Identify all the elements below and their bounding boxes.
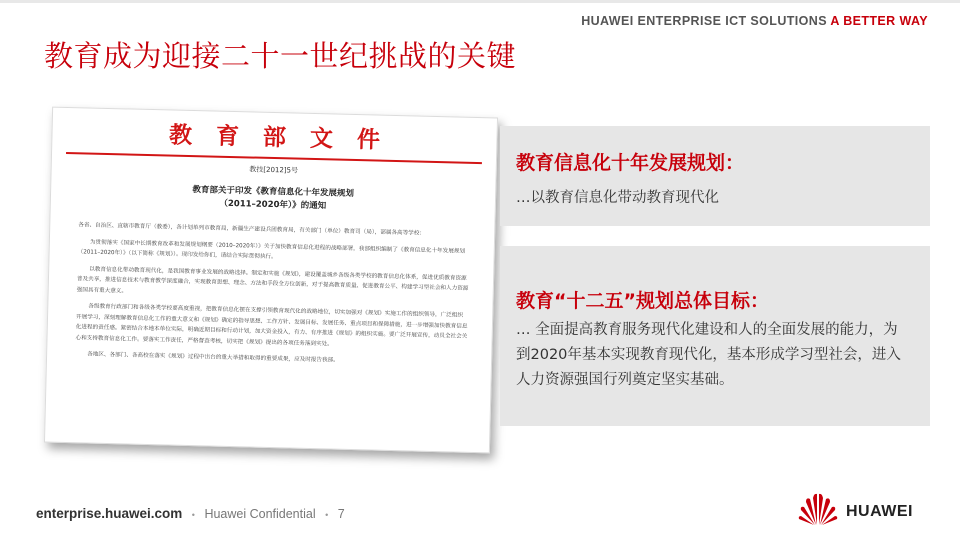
- footer-confidential: Huawei Confidential: [204, 507, 316, 521]
- document-page: [44, 107, 498, 454]
- document-title-line2: （2011–2020年）》的通知: [219, 198, 327, 212]
- page-number: 7: [337, 507, 345, 521]
- footer-separator: •: [325, 510, 329, 520]
- info-panel-plan: [500, 126, 930, 226]
- footer: [36, 506, 345, 521]
- panel-heading: 教育信息化十年发展规划：: [516, 152, 745, 174]
- info-panel-goal: [500, 246, 930, 426]
- document-number: 教技[2012]5号: [249, 165, 299, 175]
- document-paragraph: 各级教育行政部门和各级各类学校要高度重视，把教育信息化摆在支撑引领教育现代化的战略地位，切实加强对《规划》实施工作的组织领导，广泛组织开展学习，深刻理解教育信息化工作的重大意义和《规划》确定的指导思想、工作方针、发展目标、发展任务、重点项目和保障措施，进一步增强加快教育信息化进程的责任感。紧密结合本地本单位实际，明确近期目标和行动计划，加大资金投入，有力、有序推进《规划》的组织实施。要广泛开展宣传，动员全社会关心和支持教育信息化工作。要落实工作责任，严格督查考核，切实把《规划》提出的各项任务落到实处。: [75, 303, 468, 348]
- document-paragraph: 为贯彻落实《国家中长期教育改革和发展规划纲要（2010–2020年）》关于加快教育信息化进程的战略部署，我部组织编制了《教育信息化十年发展规划（2011–2020年）》（以下简称《规划》）。现印发给你们，请结合实际贯彻执行。: [77, 239, 466, 261]
- document-paragraph: 各地区、各部门、各高校在落实《规划》过程中出台的重大举措和取得的重要成果，应及时报告我部。: [87, 351, 339, 364]
- panel-text: …以教育信息化带动教育现代化: [516, 190, 719, 206]
- document-paragraph: 各省、自治区、直辖市教育厅（教委），各计划单列市教育局，新疆生产建设兵团教育局，有关部门（单位）教育司（局），部属各高等学校：: [78, 222, 426, 237]
- panel-text: … 全面提高教育服务现代化建设和人的全面发展的能力，为到2020年基本实现教育现代化，基本形成学习型社会，进入人力资源强国行列奠定坚实基础。: [516, 322, 901, 388]
- top-divider: [0, 0, 960, 3]
- brand-accent-text: A BETTER WAY: [830, 14, 928, 28]
- header-brand: [581, 14, 928, 28]
- document-body: [75, 220, 470, 375]
- brand-main-text: HUAWEI ENTERPRISE ICT SOLUTIONS: [581, 14, 827, 28]
- document-image: [44, 107, 498, 454]
- slide-title: 教育成为迎接二十一世纪挑战的关键: [44, 39, 517, 73]
- document-paragraph: 以教育信息化带动教育现代化，是我国教育事业发展的战略选择。制定和实施《规划》，建设覆盖城乡各级各类学校的教育信息化体系，促进优质教育资源普及共享，推进信息技术与教育教学深度融合，实现教育思想、理念、方法和手段全方位创新，对于提高教育质量、促进教育公平、构建学习型社会和人力资源强国具有重大意义。: [76, 266, 469, 294]
- huawei-petal-logo-icon: [798, 492, 838, 526]
- huawei-logo-text: HUAWEI: [846, 503, 913, 520]
- panel-heading: 教育“十二五”规划总体目标：: [516, 290, 769, 312]
- footer-site-link[interactable]: enterprise.huawei.com: [36, 506, 183, 521]
- document-title-line1: 教育部关于印发《教育信息化十年发展规划: [192, 185, 354, 199]
- footer-separator: •: [191, 510, 195, 520]
- document-header: 教育部文件: [168, 121, 405, 155]
